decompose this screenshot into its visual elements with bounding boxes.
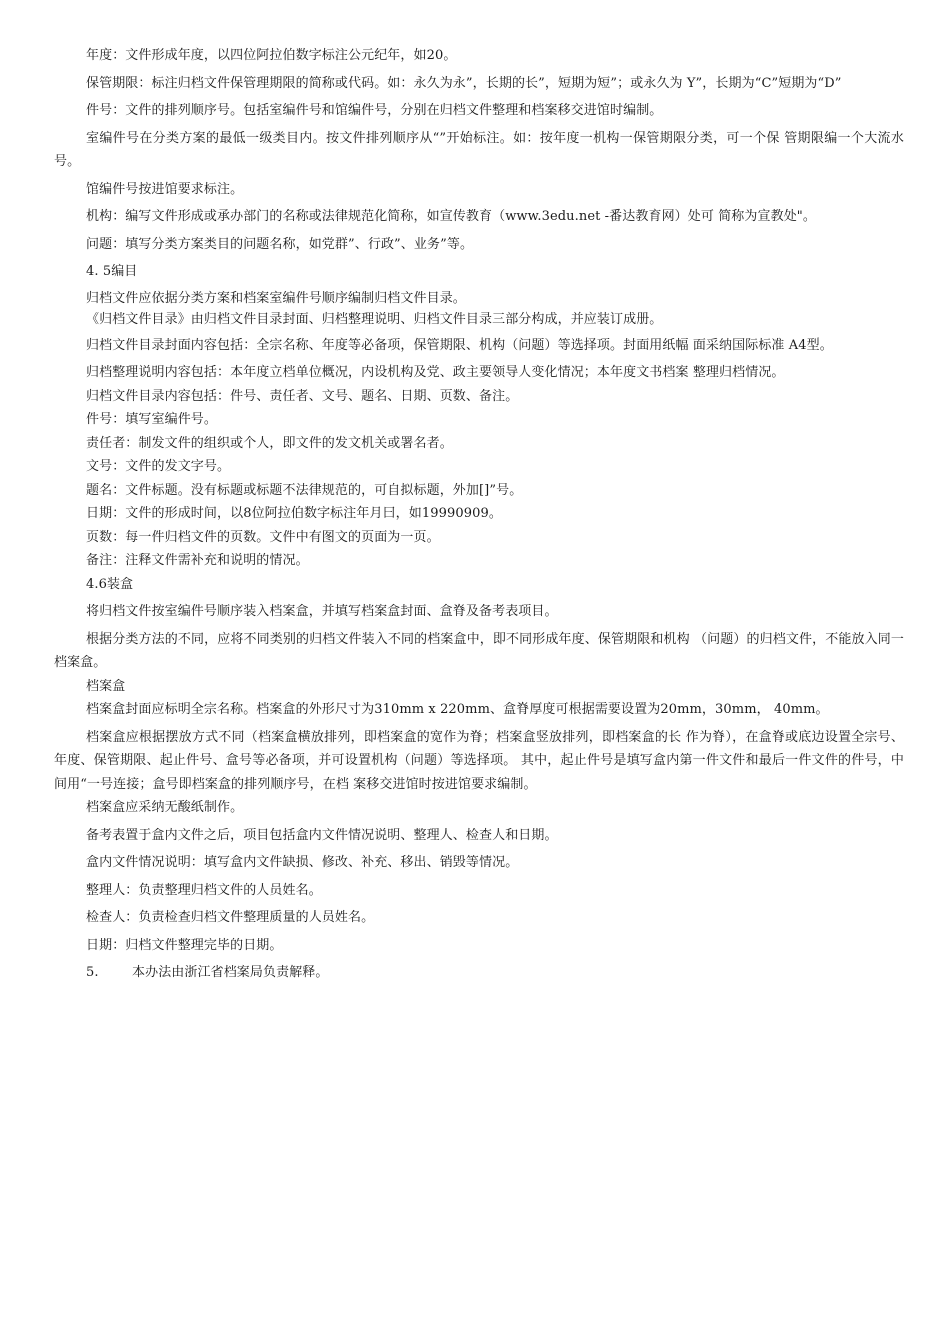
- paragraph-organizer: 整理人：负责整理归档文件的人员姓名。: [86, 882, 322, 898]
- section-heading-boxing: 4.6装盒: [86, 576, 134, 592]
- paragraph-reference-sheet: 备考表置于盒内文件之后，项目包括盒内文件情况说明、整理人、检查人和日期。: [86, 827, 558, 843]
- final-clause-number: 5.: [86, 965, 99, 980]
- paragraph-catalog-cover: 归档文件目录封面内容包括：全宗名称、年度等必备项，保管期限、机构（问题）等选择项。封面用纸幅 面采纳国际标准 A4型。: [86, 337, 833, 353]
- paragraph-title: 题名：文件标题。没有标题或标题不法律规范的，可自拟标题，外加[]”号。: [86, 482, 523, 498]
- paragraph-document-number: 文号：文件的发文字号。: [86, 459, 231, 474]
- paragraph-date: 日期：文件的形成时间，以8位阿拉伯数字标注年月曰，如19990909。: [86, 506, 502, 521]
- paragraph-catalog-structure: 《归档文件目录》由归档文件目录封面、归档整理说明、归档文件目录三部分构成，并应装订成册。: [86, 311, 663, 327]
- subheading-archive-box: 档案盒: [86, 678, 126, 694]
- paragraph-institution: 机构：编写文件形成或承办部门的名称或法律规范化简称，如宣传教育（www.3edu.net -番达教育网）处可 简称为宣教处"。: [86, 209, 816, 224]
- paragraph-remarks: 备注：注释文件需补充和说明的情况。: [86, 553, 309, 568]
- paragraph-box-cover: 档案盒封面应标明全宗名称。档案盒的外形尺寸为310mm x 220mm、盒脊厚度可根据需要设置为20mm，30mm， 40mm。: [86, 702, 829, 717]
- section-heading-cataloging: 4. 5编目: [86, 264, 138, 279]
- paragraph-boxing-classification: 根据分类方法的不同，应将不同类别的归档文件装入不同的档案盒中，即不同形成年度、保管期限和机构 （问题）的归档文件，不能放入同一档案盒。: [54, 631, 904, 670]
- paragraph-issue: 问题：填写分类方案类目的问题名称，如党群”、行政”、业务”等。: [86, 236, 474, 252]
- paragraph-item-number: 件号：文件的排列顺序号。包括室编件号和馆编件号，分别在归档文件整理和档案移交进馆时编制。: [86, 103, 663, 118]
- paragraph-page-count: 页数：每一件归档文件的页数。文件中有图文的页面为一页。: [86, 529, 440, 545]
- paragraph-box-contents-notes: 盒内文件情况说明：填写盒内文件缺损、修改、补充、移出、销毁等情况。: [86, 855, 519, 870]
- document-page: [54, 44, 904, 985]
- paragraph-responsible-party: 责任者：制发文件的组织或个人，即文件的发文机关或署名者。: [86, 435, 453, 451]
- paragraph-boxing-order: 将归档文件按室编件号顺序装入档案盒，并填写档案盒封面、盒脊及备考表项目。: [86, 604, 558, 619]
- paragraph-catalog-contents: 归档文件目录内容包括：件号、责任者、文号、题名、日期、页数、备注。: [86, 388, 519, 404]
- paragraph-arrangement-notes: 归档整理说明内容包括：本年度立档单位概况，内设机构及党、政主要领导人变化情况；本年度文书档案 整理归档情况。: [86, 365, 785, 380]
- paragraph-box-spine: 档案盒应根据摆放方式不同（档案盒横放排列，即档案盒的宽作为脊；档案盒竖放排列，即档案盒的长 作为脊），在盒脊或底边设置全宗号、年度、保管期限、起止件号、盒号等必备项，并可设置机构（问题）等选择项。 其中，起止件号是填写盒内第一件文件和最后一件文件的件号，中间用“一号连接；盒号即档案盒的排列顺序号，在档 案移交进馆时按进馆要求编制。: [54, 729, 904, 792]
- paragraph-completion-date: 日期：归档文件整理完毕的日期。: [86, 937, 283, 953]
- paragraph-catalog-item-number: 件号：填写室编件号。: [86, 412, 218, 427]
- final-clause: [54, 961, 904, 985]
- paragraph-catalog-order: 归档文件应依据分类方案和档案室编件号顺序编制归档文件目录。: [86, 290, 466, 306]
- paragraph-year: 年度：文件形成年度，以四位阿拉伯数字标注公元纪年，如20。: [86, 48, 457, 63]
- paragraph-retention-period: 保管期限：标注归档文件保管理期限的简称或代码。如：永久为永”，长期的长”，短期为短”；或永久为 Y”，长期为“C”短期为“D”: [86, 75, 842, 91]
- paragraph-room-item-number: 室编件号在分类方案的最低一级类目内。按文件排列顺序从“”开始标注。如：按年度一机构一保管期限分类，可一个保 管期限编一个大流水号。: [54, 130, 904, 169]
- final-clause-text: 本办法由浙江省档案局负责解释。: [132, 965, 329, 980]
- paragraph-archive-item-number: 馆编件号按进馆要求标注。: [86, 181, 244, 197]
- paragraph-inspector: 检查人：负责检查归档文件整理质量的人员姓名。: [86, 910, 375, 925]
- paragraph-box-material: 档案盒应采纳无酸纸制作。: [86, 800, 244, 815]
